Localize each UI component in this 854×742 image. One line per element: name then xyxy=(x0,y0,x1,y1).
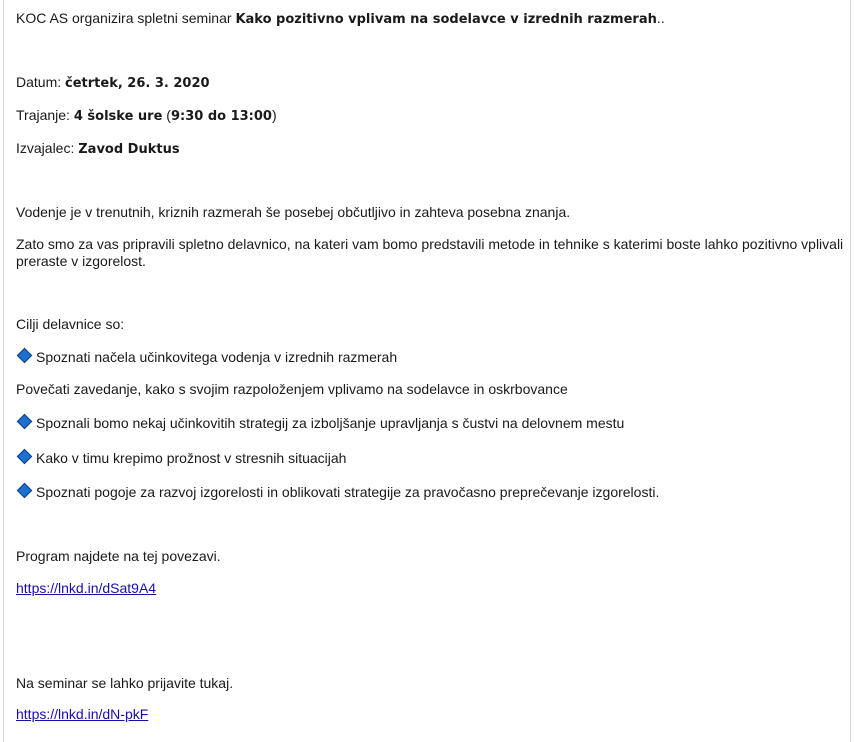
duration-time: 9:30 do 13:00 xyxy=(170,109,272,124)
blue-diamond-icon xyxy=(17,449,33,465)
goal-item-3 xyxy=(16,450,346,467)
duration-label: Trajanje: xyxy=(16,107,74,123)
program-text: Program najdete na tej povezavi. xyxy=(16,548,221,564)
goal-item-1-text: Spoznati načela učinkovitega vodenja v izrednih razmerah xyxy=(36,349,398,365)
goal-item-3-text: Kako v timu krepimo prožnost v stresnih situacijah xyxy=(36,450,347,466)
duration-value: 4 šolske ure xyxy=(73,109,163,124)
goal-item-4-text: Spoznati pogoje za razvoj izgorelosti in oblikovati strategije za pravočasno preprečevanje izgorelosti. xyxy=(36,484,660,500)
provider-line xyxy=(16,140,180,158)
program-link[interactable]: https://lnkd.in/dSat9A4 xyxy=(16,580,157,596)
date-value: četrtek, 26. 3. 2020 xyxy=(65,76,210,91)
email-body-frame xyxy=(3,0,851,742)
signup-text: Na seminar se lahko prijavite tukaj. xyxy=(16,675,234,691)
goal-plain-line: Povečati zavedanje, kako s svojim razpoloženjem vplivamo na sodelavce in oskrbovance xyxy=(16,381,568,397)
goal-item-2 xyxy=(16,415,624,432)
date-line xyxy=(16,74,210,92)
signup-link-line xyxy=(16,706,148,723)
blue-diamond-icon xyxy=(17,483,33,499)
blue-diamond-icon xyxy=(17,348,33,364)
paragraph-1: Vodenje je v trenutnih, kriznih razmerah še posebej občutljivo in zahteva posebna znanja. xyxy=(16,204,571,220)
goal-item-4 xyxy=(16,484,659,501)
intro-suffix: .. xyxy=(656,10,665,26)
goal-item-1 xyxy=(16,349,397,366)
date-label: Datum: xyxy=(16,74,66,90)
program-link-line xyxy=(16,580,156,597)
goals-heading: Cilji delavnice so: xyxy=(16,316,125,332)
paragraph-2: Zato smo za vas pripravili spletno delavnico, na kateri vam bomo predstavili metode in tehnike s katerimi boste lahko pozitivno vplivali preraste v izgorelost. xyxy=(16,236,844,269)
seminar-title: Kako pozitivno vplivam na sodelavce v izrednih razmerah xyxy=(235,12,657,27)
duration-paren-open: ( xyxy=(162,107,171,123)
intro-line xyxy=(16,10,665,28)
intro-prefix: KOC AS organizira spletni seminar xyxy=(16,10,236,26)
goal-item-2-text: Spoznali bomo nekaj učinkovitih strategij za izboljšanje upravljanja s čustvi na delovnem mestu xyxy=(36,415,625,431)
blue-diamond-icon xyxy=(17,414,33,430)
duration-line xyxy=(16,107,277,125)
provider-label: Izvajalec: xyxy=(16,140,79,156)
provider-value: Zavod Duktus xyxy=(78,142,180,157)
signup-link[interactable]: https://lnkd.in/dN-pkF xyxy=(16,706,149,722)
duration-paren-close: ) xyxy=(271,107,277,123)
